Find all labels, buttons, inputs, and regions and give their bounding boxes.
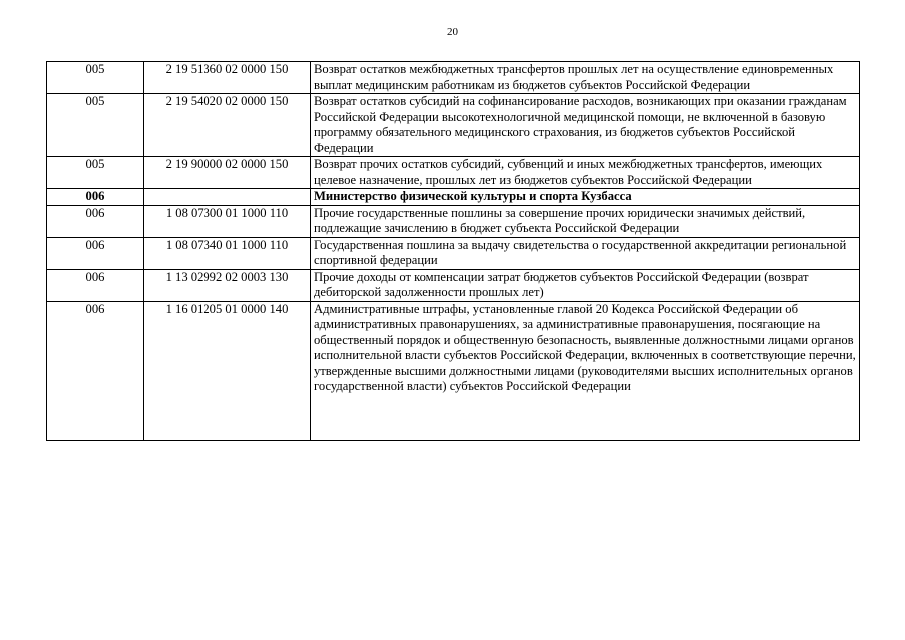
revenue-code-cell: 1 08 07300 01 1000 110: [144, 205, 311, 237]
admin-code-cell: 005: [47, 62, 144, 94]
table-row: [47, 269, 860, 301]
table-row: [47, 157, 860, 189]
admin-code-cell: 006: [47, 269, 144, 301]
admin-code-cell: 006: [47, 237, 144, 269]
revenue-code-cell: 1 16 01205 01 0000 140: [144, 301, 311, 440]
table-row: [47, 94, 860, 157]
revenue-name-cell: Возврат остатков субсидий на софинансирование расходов, возникающих при оказании гражданам Российской Федерации высокотехнологичной медицинской помощи, не включенной в базовую программу обязательного медицинского страхования, из бюджетов субъектов Российской Федерации: [311, 94, 860, 157]
revenue-name-cell: Прочие доходы от компенсации затрат бюджетов субъектов Российской Федерации (возврат дебиторской задолженности прошлых лет): [311, 269, 860, 301]
revenue-code-cell: 2 19 51360 02 0000 150: [144, 62, 311, 94]
revenue-code-cell: 2 19 54020 02 0000 150: [144, 94, 311, 157]
revenue-code-cell: [144, 189, 311, 206]
revenue-code-cell: 2 19 90000 02 0000 150: [144, 157, 311, 189]
page-number: 20: [447, 26, 458, 38]
ministry-name-cell: Министерство физической культуры и спорта Кузбасса: [311, 189, 860, 206]
revenue-code-cell: 1 08 07340 01 1000 110: [144, 237, 311, 269]
table-row: [47, 62, 860, 94]
admin-code-cell: 006: [47, 301, 144, 440]
admin-code-cell: 006: [47, 189, 144, 206]
admin-code-cell: 005: [47, 157, 144, 189]
table-row: [47, 301, 860, 440]
admin-code-cell: 006: [47, 205, 144, 237]
revenue-name-cell: Прочие государственные пошлины за совершение прочих юридически значимых действий, подлежащие зачислению в бюджет субъекта Российской Федерации: [311, 205, 860, 237]
revenue-name-cell: Государственная пошлина за выдачу свидетельства о государственной аккредитации региональной спортивной федерации: [311, 237, 860, 269]
revenue-name-cell: Административные штрафы, установленные главой 20 Кодекса Российской Федерации об административных правонарушениях, за административные правонарушения, посягающие на общественный порядок и общественную безопасность, выявленные должностными лицами органов исполнительной власти субъектов Российской Федерации, включенных в соответствующие перечни, утвержденные высшими должностными лицами (руководителями высших исполнительных органов государственной власти) субъектов Российской Федерации: [311, 301, 860, 440]
table-row: [47, 237, 860, 269]
revenue-codes-table: [46, 61, 860, 441]
table-row-section-header: [47, 189, 860, 206]
table-row: [47, 205, 860, 237]
revenue-name-cell: Возврат остатков межбюджетных трансфертов прошлых лет на осуществление единовременных выплат медицинским работникам из бюджетов субъектов Российской Федерации: [311, 62, 860, 94]
revenue-code-cell: 1 13 02992 02 0003 130: [144, 269, 311, 301]
admin-code-cell: 005: [47, 94, 144, 157]
revenue-name-cell: Возврат прочих остатков субсидий, субвенций и иных межбюджетных трансфертов, имеющих целевое назначение, прошлых лет из бюджетов субъектов Российской Федерации: [311, 157, 860, 189]
